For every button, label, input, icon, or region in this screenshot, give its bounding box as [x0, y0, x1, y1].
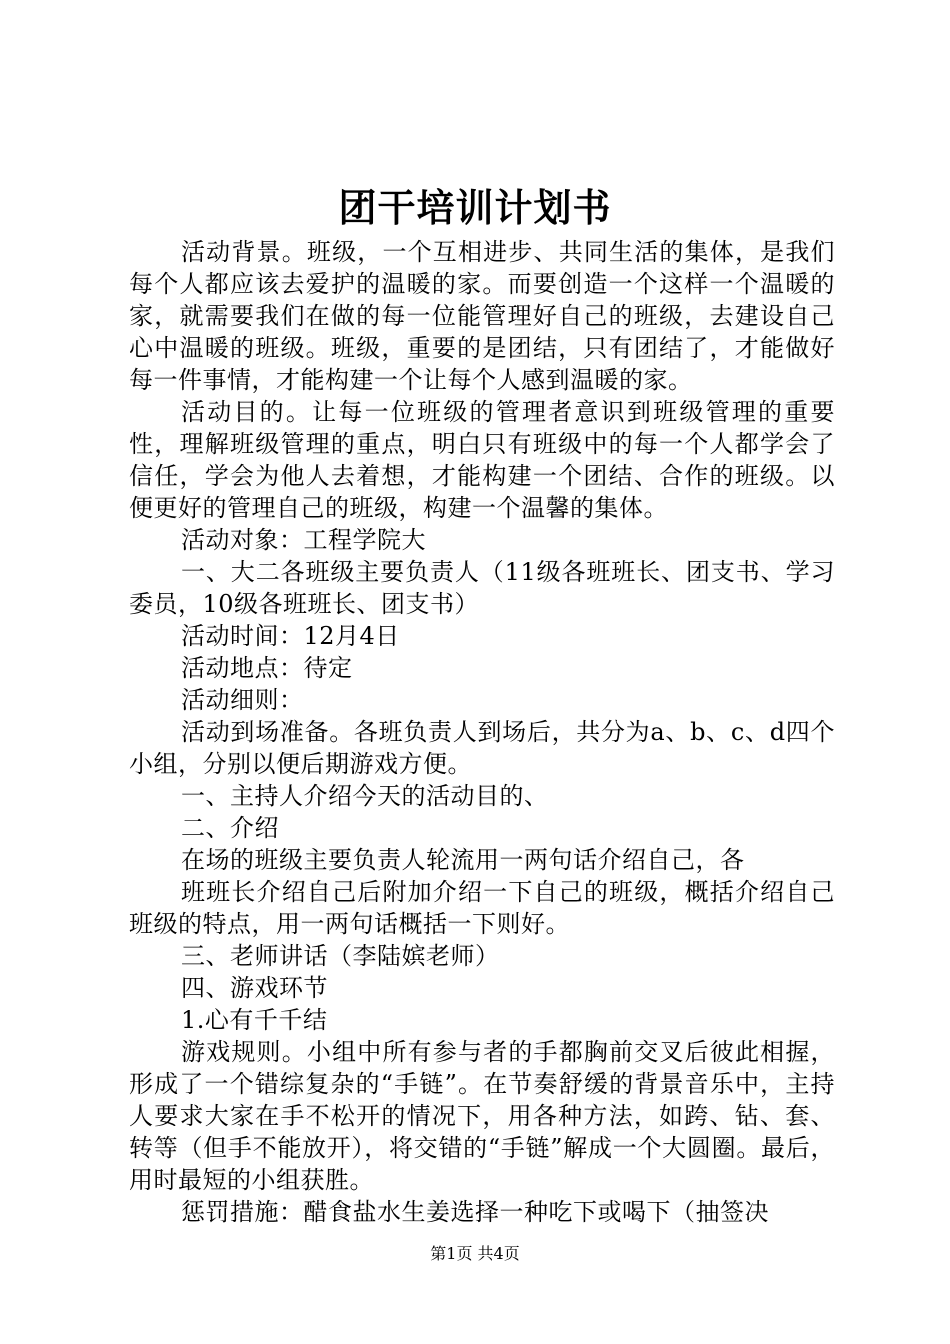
- paragraph-step-four: 四、游戏环节: [181, 974, 328, 1002]
- paragraph-location: 活动地点：待定: [181, 654, 353, 682]
- paragraph-step-two: 二、介绍: [181, 814, 279, 842]
- paragraph-target: 活动对象：工程学院大: [181, 526, 426, 554]
- document-title: 团干培训计划书: [338, 185, 612, 230]
- paragraph-game-one: 1.心有千千结: [181, 1006, 328, 1034]
- paragraph-penalty: 惩罚措施：醋食盐水生姜选择一种吃下或喝下（抽签决: [181, 1198, 769, 1226]
- paragraph-participants: 一、大二各班级主要负责人（11级各班班长、团支书、学习委员，10级各班班长、团支书）: [129, 558, 835, 618]
- paragraph-game-rules: 游戏规则。小组中所有参与者的手都胸前交叉后彼此相握，形成了一个错综复杂的“手链”。在节奏舒缓的背景音乐中，主持人要求大家在手不松开的情况下，用各种方法，如跨、钻、套、转等（但手不能放开），将交错的“手链”解成一个大圆圈。最后，用时最短的小组获胜。: [129, 1038, 835, 1194]
- paragraph-time: 活动时间：12月4日: [181, 622, 400, 650]
- paragraph-rules-heading: 活动细则：: [181, 686, 304, 714]
- paragraph-class-intro: 班班长介绍自己后附加介绍一下自己的班级，概括介绍自己班级的特点，用一两句话概括一下则好。: [129, 878, 835, 938]
- paragraph-introduction: 在场的班级主要负责人轮流用一两句话介绍自己，各: [181, 846, 745, 874]
- paragraph-step-three: 三、老师讲话（李陆嫔老师）: [181, 942, 500, 970]
- paragraph-background: 活动背景。班级，一个互相进步、共同生活的集体，是我们每个人都应该去爱护的温暖的家。而要创造一个这样一个温暖的家，就需要我们在做的每一位能管理好自己的班级，去建设自己心中温暖的班级。班级，重要的是团结，只有团结了，才能做好每一件事情，才能构建一个让每个人感到温暖的家。: [129, 238, 835, 394]
- document-body: [129, 236, 835, 1228]
- page-footer: 第1页 共4页: [430, 1244, 520, 1263]
- paragraph-step-one: 一、主持人介绍今天的活动目的、: [181, 782, 549, 810]
- paragraph-preparation: 活动到场准备。各班负责人到场后，共分为a、b、c、d四个小组，分别以便后期游戏方便。: [129, 718, 835, 778]
- paragraph-purpose: 活动目的。让每一位班级的管理者意识到班级管理的重要性，理解班级管理的重点，明白只有班级中的每一个人都学会了信任，学会为他人去着想，才能构建一个团结、合作的班级。以便更好的管理自己的班级，构建一个温馨的集体。: [129, 398, 835, 522]
